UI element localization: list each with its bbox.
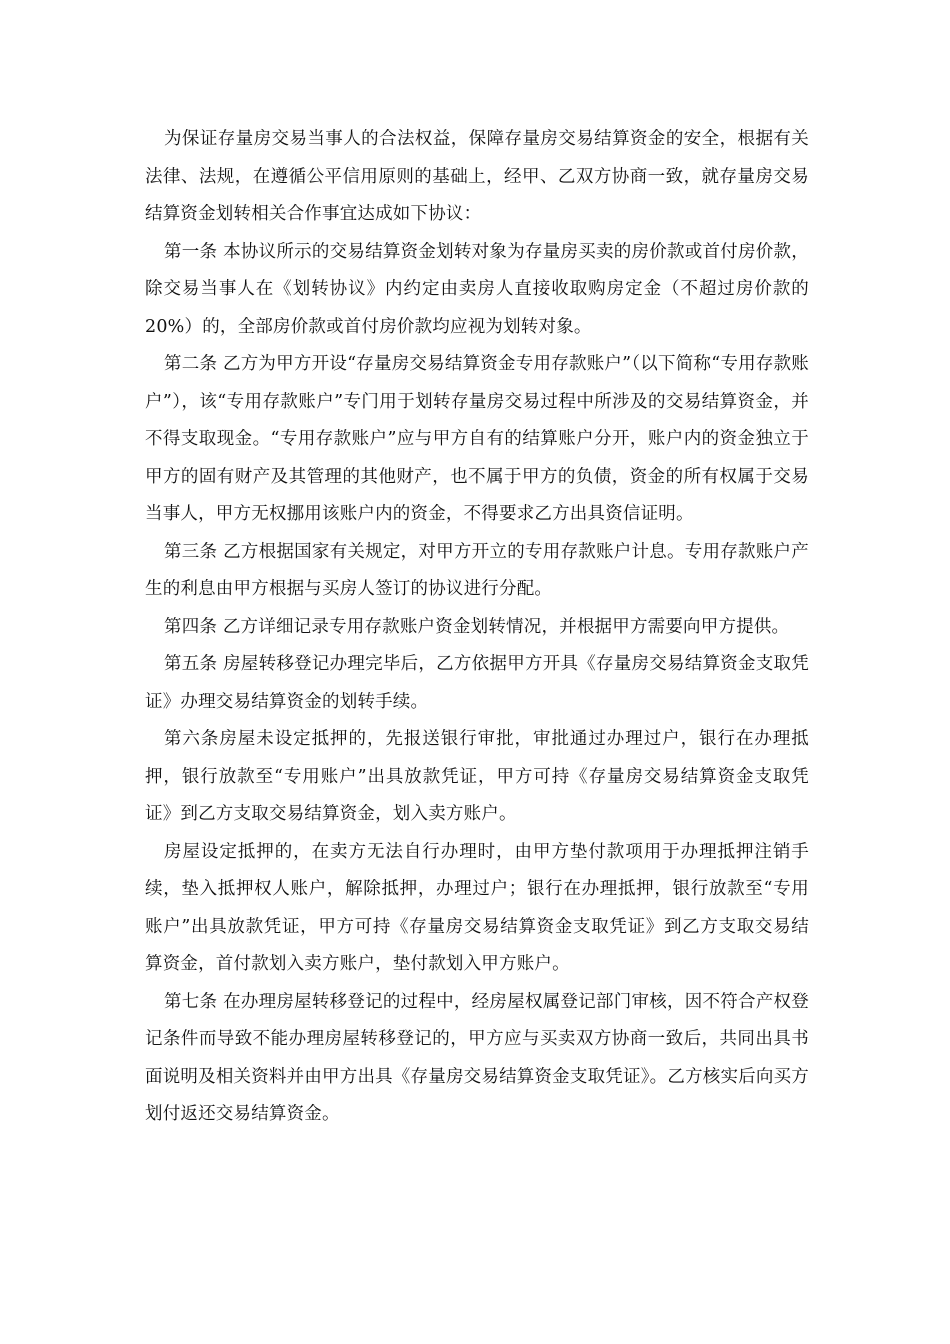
article-7-paragraph: 第七条 在办理房屋转移登记的过程中，经房屋权属登记部门审核，因不符合产权登记条件而导致不能办理房屋转移登记的，甲方应与买卖双方协商一致后，共同出具书面说明及相关资料并由甲方出具《存量房交易结算资金支取凭证》。乙方核实后向买方划付返还交易结算资金。	[145, 991, 809, 1124]
article-4-paragraph: 第四条 乙方详细记录专用存款账户资金划转情况，并根据甲方需要向甲方提供。	[164, 616, 790, 637]
document-body	[145, 121, 809, 1134]
article-2-paragraph: 第二条 乙方为甲方开设“存量房交易结算资金专用存款账户”（以下简称“专用存款账户”），该“专用存款账户”专门用于划转存量房交易过程中所涉及的交易结算资金，并不得支取现金。“专用存款账户”应与甲方自有的结算账户分开，账户内的资金独立于甲方的固有财产及其管理的其他财产，也不属于甲方的负债，资金的所有权属于交易当事人，甲方无权挪用该账户内的资金，不得要求乙方出具资信证明。	[145, 354, 809, 524]
intro-paragraph: 为保证存量房交易当事人的合法权益，保障存量房交易结算资金的安全，根据有关法律、法规，在遵循公平信用原则的基础上，经甲、乙双方协商一致，就存量房交易结算资金划转相关合作事宜达成如下协议：	[145, 129, 809, 224]
article-6-paragraph: 第六条房屋未设定抵押的，先报送银行审批，审批通过办理过户，银行在办理抵押，银行放款至“专用账户”出具放款凭证，甲方可持《存量房交易结算资金支取凭证》到乙方支取交易结算资金，划入卖方账户。	[145, 729, 809, 824]
article-6-mortgage-paragraph: 房屋设定抵押的，在卖方无法自行办理时，由甲方垫付款项用于办理抵押注销手续，垫入抵押权人账户，解除抵押，办理过户；银行在办理抵押，银行放款至“专用账户”出具放款凭证，甲方可持《存量房交易结算资金支取凭证》到乙方支取交易结算资金，首付款划入卖方账户，垫付款划入甲方账户。	[145, 841, 809, 974]
article-3-paragraph: 第三条 乙方根据国家有关规定，对甲方开立的专用存款账户计息。专用存款账户产生的利息由甲方根据与买房人签订的协议进行分配。	[145, 541, 809, 599]
article-1-paragraph: 第一条 本协议所示的交易结算资金划转对象为存量房买卖的房价款或首付房价款，除交易当事人在《划转协议》内约定由卖房人直接收取购房定金（不超过房价款的20%）的，全部房价款或首付房价款均应视为划转对象。	[145, 241, 809, 337]
article-5-paragraph: 第五条 房屋转移登记办理完毕后，乙方依据甲方开具《存量房交易结算资金支取凭证》办理交易结算资金的划转手续。	[145, 654, 809, 712]
